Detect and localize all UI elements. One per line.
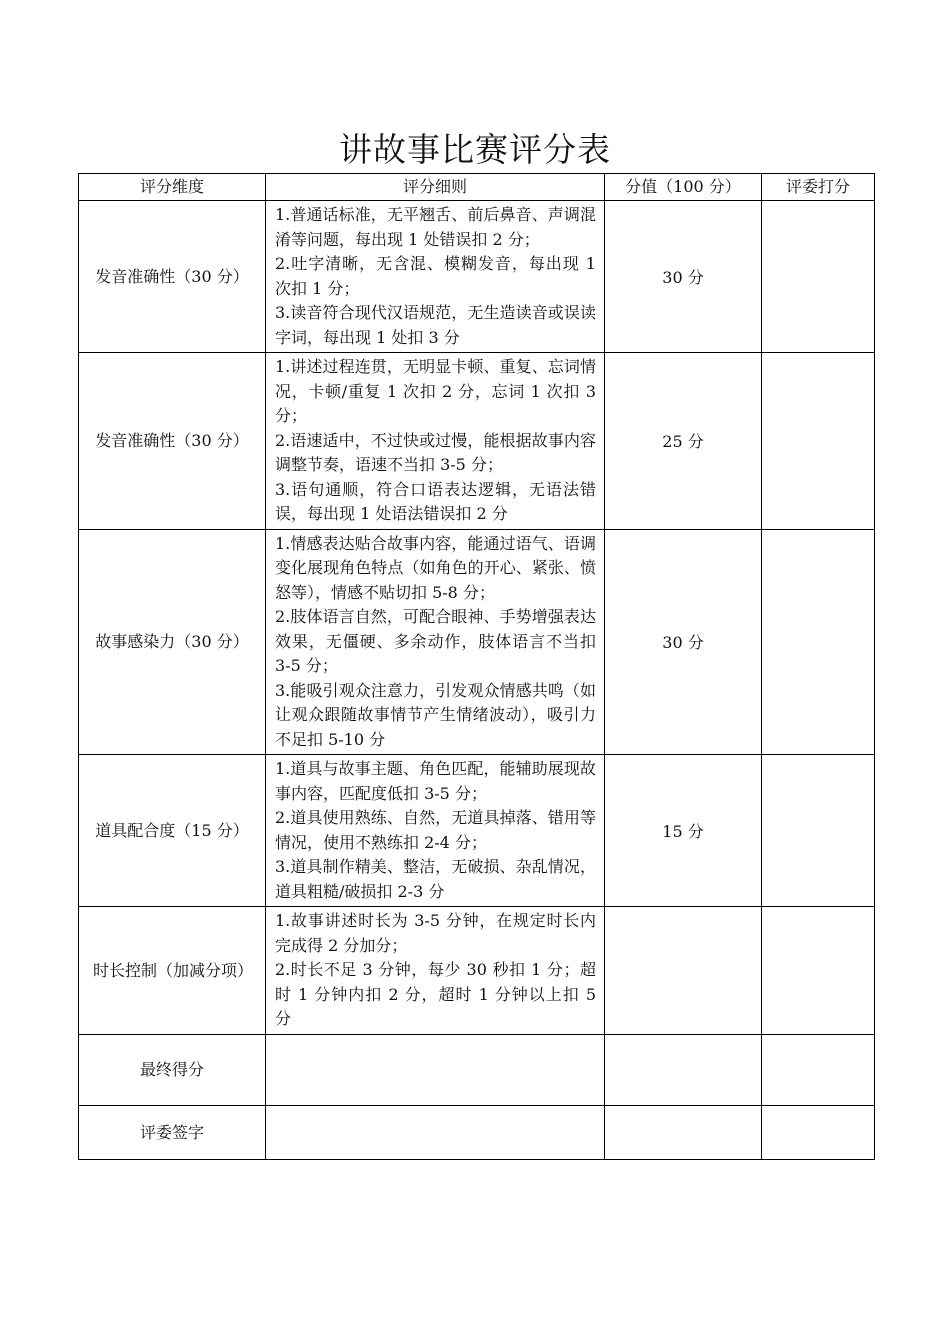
table-row [79, 907, 875, 1035]
row-score: 30 分 [605, 201, 762, 353]
header-judge-score: 评委打分 [762, 174, 875, 201]
header-points: 分值（100 分） [605, 174, 762, 201]
judge-score-cell[interactable] [762, 529, 875, 755]
detail-item: 1.情感表达贴合故事内容，能通过语气、语调变化展现角色特点（如角色的开心、紧张、愤怒等），情感不贴切扣 5-8 分； [275, 533, 596, 602]
detail-item: 2.吐字清晰，无含混、模糊发音，每出现 1 次扣 1 分； [275, 254, 596, 298]
row-dimension: 发音准确性（30 分） [79, 201, 266, 353]
row-dimension: 道具配合度（15 分） [79, 755, 266, 907]
row-score: 15 分 [605, 755, 762, 907]
detail-item: 2.肢体语言自然，可配合眼神、手势增强表达效果，无僵硬、多余动作，肢体语言不当扣 3-5 分； [275, 607, 596, 675]
row-details [266, 529, 605, 755]
final-score-cell[interactable] [762, 1034, 875, 1105]
row-details [266, 201, 605, 353]
final-score-row [79, 1034, 875, 1105]
row-details [266, 353, 605, 530]
row-score: 30 分 [605, 529, 762, 755]
detail-item: 1.故事讲述时长为 3-5 分钟，在规定时长内完成得 2 分加分； [275, 911, 596, 955]
judge-score-cell[interactable] [762, 755, 875, 907]
row-dimension: 发音准确性（30 分） [79, 353, 266, 530]
judge-signature-row [79, 1105, 875, 1159]
detail-item: 3.语句通顺，符合口语表达逻辑，无语法错误，每出现 1 处语法错误扣 2 分 [275, 479, 596, 523]
judge-score-cell[interactable] [762, 907, 875, 1035]
row-details [266, 907, 605, 1035]
detail-item: 3.读音符合现代汉语规范，无生造读音或误读字词，每出现 1 处扣 3 分 [275, 303, 596, 347]
judge-score-cell[interactable] [762, 353, 875, 530]
scoring-table [78, 173, 875, 1160]
row-score[interactable] [605, 907, 762, 1035]
detail-item: 3.道具制作精美、整洁，无破损、杂乱情况，道具粗糙/破损扣 2-3 分 [275, 857, 596, 901]
judge-signature-label: 评委签字 [79, 1105, 266, 1159]
signature-cell[interactable] [266, 1105, 605, 1159]
final-score-label: 最终得分 [79, 1034, 266, 1105]
table-row [79, 529, 875, 755]
signature-cell[interactable] [605, 1105, 762, 1159]
detail-item: 2.语速适中，不过快或过慢，能根据故事内容调整节奏，语速不当扣 3-5 分； [275, 430, 596, 474]
table-row [79, 201, 875, 353]
header-details: 评分细则 [266, 174, 605, 201]
detail-item: 1.普通话标准，无平翘舌、前后鼻音、声调混淆等问题，每出现 1 处错误扣 2 分； [275, 205, 596, 249]
row-dimension: 故事感染力（30 分） [79, 529, 266, 755]
page-title: 讲故事比赛评分表 [339, 130, 611, 169]
detail-item: 2.时长不足 3 分钟，每少 30 秒扣 1 分；超时 1 分钟内扣 2 分，超时 1 分钟以上扣 5 分 [275, 960, 596, 1028]
judge-score-cell[interactable] [762, 201, 875, 353]
row-details [266, 755, 605, 907]
header-dimension: 评分维度 [79, 174, 266, 201]
detail-item: 1.道具与故事主题、角色匹配，能辅助展现故事内容，匹配度低扣 3-5 分； [275, 759, 596, 803]
signature-cell[interactable] [762, 1105, 875, 1159]
table-row [79, 353, 875, 530]
row-dimension: 时长控制（加减分项） [79, 907, 266, 1035]
final-score-cell[interactable] [266, 1034, 605, 1105]
table-row [79, 755, 875, 907]
detail-item: 2.道具使用熟练、自然，无道具掉落、错用等情况，使用不熟练扣 2-4 分； [275, 808, 596, 852]
detail-item: 1.讲述过程连贯，无明显卡顿、重复、忘词情况，卡顿/重复 1 次扣 2 分，忘词 1 次扣 3 分； [275, 357, 596, 425]
detail-item: 3.能吸引观众注意力，引发观众情感共鸣（如让观众跟随故事情节产生情绪波动），吸引力不足扣 5-10 分 [275, 680, 596, 749]
final-score-cell[interactable] [605, 1034, 762, 1105]
row-score: 25 分 [605, 353, 762, 530]
table-header-row [79, 174, 875, 201]
